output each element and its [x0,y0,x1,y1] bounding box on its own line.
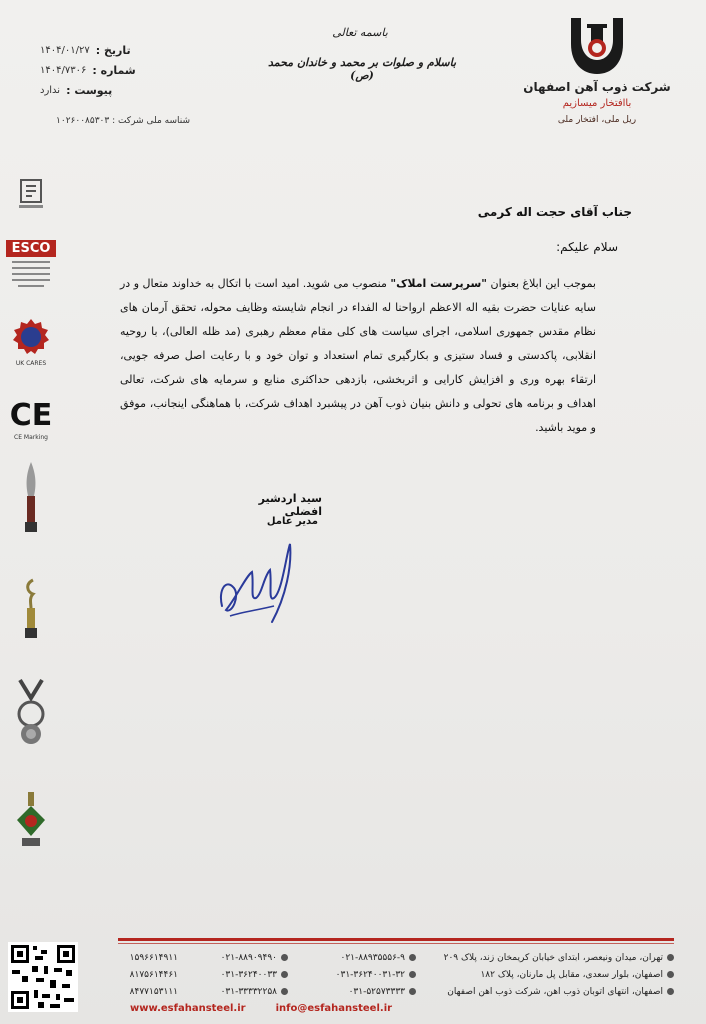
medal-icon [14,678,48,752]
footer-fax: ۰۳۱-۳۶۲۴۰۰۳۳ [220,969,277,980]
salawat-line: باسلام و صلوات بر محمد و خاندان محمد (ص) [267,56,456,82]
esco-caption-lines-icon [8,257,54,293]
date-label: تاریخ : [95,43,131,57]
cares-cert [6,318,56,400]
certifications-column [6,178,56,880]
footer-fax: ۰۲۱-۸۸۹۰۹۴۹۰ [220,952,277,963]
company-tagline: باافتخار میسازیم [562,98,632,109]
email-link[interactable]: info@esfahansteel.ir [275,1003,393,1014]
phone-icon [409,971,416,978]
basmala: باسمه تعالی [332,26,388,39]
attachment-label: پیوست : [66,83,113,97]
company-slogan: ریل ملی، افتخار ملی [557,115,637,125]
signer-name: سید اردشیر افضلی [258,492,322,518]
footer-address: اصفهان، انتهای اتوبان ذوب آهن، شرکت ذوب آهن اصفهان [447,986,663,997]
gold-statue-icon [21,578,41,642]
fax-icon [281,954,288,961]
recipient: جناب آقای حجت اله کرمی [477,205,632,219]
footer-tel: ۰۲۱-۸۸۹۳۵۵۵۶-۹ [340,952,405,963]
footer-tel: ۰۳۱-۵۲۵۷۳۳۳۳ [348,986,405,997]
ce-cert [6,400,56,460]
footer-row-tehran [126,949,674,966]
letter-body [120,272,596,440]
body-main: منصوب می شوید. امید است با اتکال به خداوند متعال و در سایه عنایات حضرت بقیه اله الاعظم ارواحنا له الفداء در انجام شایسته وظایف محوله، تحقق آرمان های نظام مقدس جمهوری اسلامی، اجرای سیاست های کلی مقام معظم رهبری (مد ظله العالی)، با روحیه انقلابی، پاکدستی و فساد ستیزی و بکارگیری تمام استعداد و توان خود و با رعایت اصل صرفه جویی، ارتقاء بهره وری و افزایش کارایی و اثربخشی، بازدهی حداکثری منابع و سرمایه های شرکت، تعالی اهداف و برنامه های تحولی و دانش بنیان ذوب آهن در پیشبرد اهداف شرکت، با هماهنگی اینجانب، موفق و موید باشید. [120,277,596,434]
qr-code-icon [8,942,78,1012]
attachment-row [40,80,180,100]
location-icon [667,954,674,961]
website-link[interactable]: www.esfahansteel.ir [130,1003,246,1014]
green-award-icon [14,790,48,852]
ce-mark: CE [9,398,53,433]
footer-address: اصفهان، بلوار سعدی، مقابل پل مارنان، پلاک ۱۸۲ [480,969,663,980]
footer-address: تهران، میدان ونیعصر، ابتدای خیابان کریمخان زند، پلاک ۲۰۹ [443,952,663,963]
company-logo-block [522,14,672,125]
national-id: شناسه ملی شرکت : ۱۰۲۶۰۰۸۵۳۰۳ [56,116,190,126]
footer-divider [118,938,674,941]
award-cert-3 [6,678,56,790]
attachment-value: ندارد [40,84,61,96]
esfahan-steel-logo-icon [565,14,629,78]
footer-postal: ۸۴۷۷۱۵۳۱۱۱ [129,986,178,997]
ce-caption: CE Marking [14,434,48,441]
standard-cert [6,178,56,240]
date-value: ۱۴۰۴/۰۱/۲۷ [40,44,90,56]
cares-badge-icon [12,318,50,356]
position-title: "سرپرست املاک" [390,277,487,290]
location-icon [667,988,674,995]
fax-icon [281,971,288,978]
esco-logo: ESCO [6,240,56,257]
number-label: شماره : [92,63,136,77]
body-intro: بموجب این ابلاغ بعنوان [487,277,596,290]
phone-icon [409,954,416,961]
footer-fax: ۰۳۱-۳۳۳۳۲۲۵۸ [220,986,277,997]
signer-title: مدیر عامل [266,516,318,527]
greeting: سلام علیکم: [556,240,618,254]
standard-mark-icon [18,178,44,212]
award-cert-2 [6,578,56,678]
award-cert-1 [6,460,56,578]
location-icon [667,971,674,978]
company-name: شرکت ذوب آهن اصفهان [523,80,671,94]
letter-meta [40,40,180,100]
footer-divider-thin [118,943,674,944]
footer-tel: ۰۳۱-۳۶۲۴۰۰۳۱-۳۲ [335,969,405,980]
footer-web [130,1003,460,1014]
footer-row-isfahan [126,966,674,983]
footer-postal: ۸۱۷۵۶۱۴۴۶۱ [129,969,178,980]
trophy-torch-icon [21,460,41,540]
phone-icon [409,988,416,995]
date-row [40,40,180,60]
footer-contacts [126,949,674,1000]
handwritten-signature [212,536,302,632]
fax-icon [281,988,288,995]
footer-postal: ۱۵۹۶۶۱۴۹۱۱ [129,952,178,963]
number-value: ۱۴۰۴/۷۳۰۶ [40,64,87,76]
esco-cert [6,240,56,318]
footer-row-plant [126,983,674,1000]
number-row [40,60,180,80]
cares-caption: UK CARES [15,360,47,367]
award-cert-4 [6,790,56,880]
